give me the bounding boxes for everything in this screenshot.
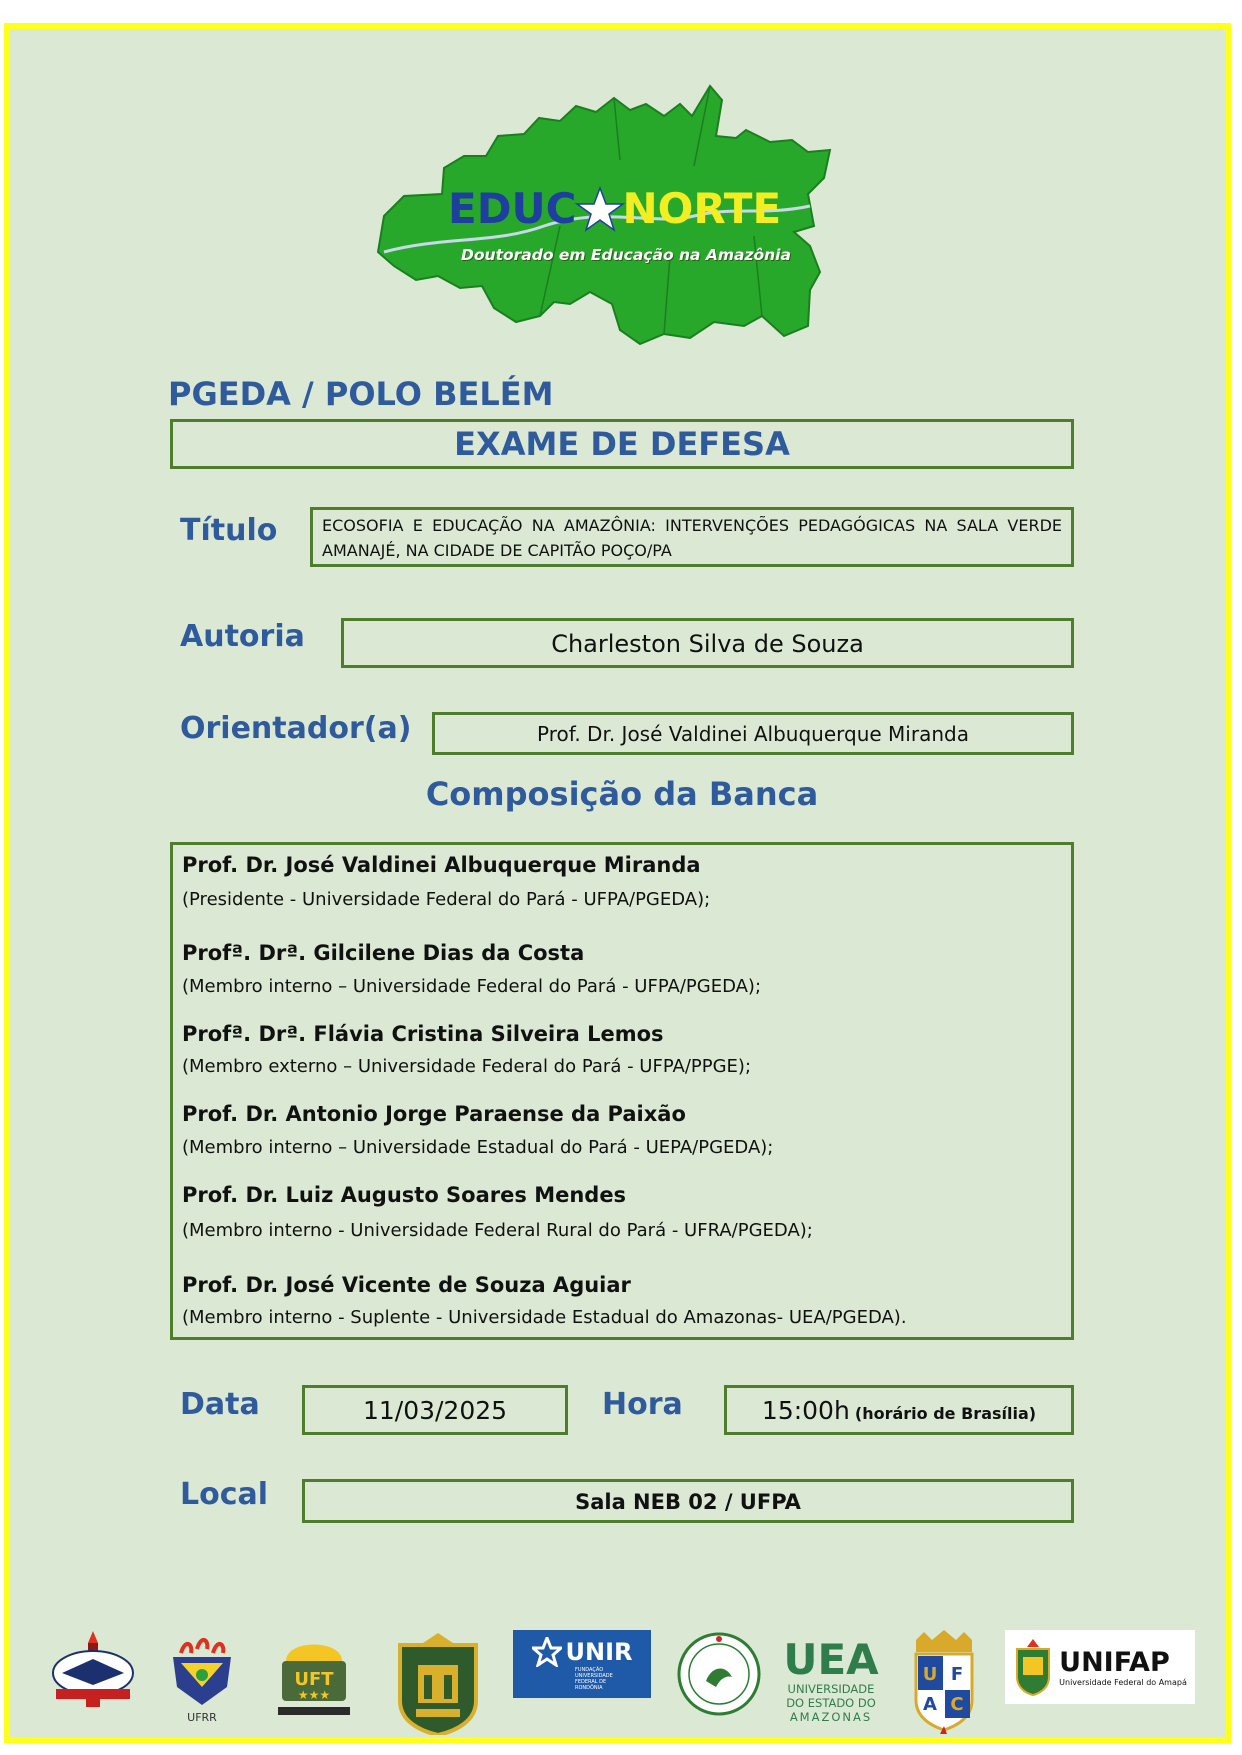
member-name: Prof. Dr. Antonio Jorge Paraense da Paixão bbox=[182, 1102, 686, 1126]
uea-sub-line2: DO ESTADO DO bbox=[786, 1696, 876, 1710]
svg-text:F: F bbox=[950, 1664, 964, 1685]
svg-text:A: A bbox=[923, 1694, 937, 1715]
ufopa-crest-icon bbox=[390, 1631, 486, 1735]
ufopa-logo bbox=[388, 1629, 488, 1737]
member-role: (Membro interno – Universidade Federal do Pará - UFPA/PGEDA); bbox=[182, 976, 762, 997]
data-box bbox=[302, 1385, 568, 1435]
unifap-subtitle: Universidade Federal do Amapá bbox=[1059, 1677, 1187, 1687]
uea-sub-line3: AMAZONAS bbox=[789, 1710, 873, 1724]
uft-logo bbox=[274, 1629, 354, 1729]
member-name: Prof. Dr. José Valdinei Albuquerque Miranda bbox=[182, 853, 701, 877]
hora-label: Hora bbox=[602, 1387, 683, 1422]
uea-logo bbox=[776, 1629, 886, 1733]
ufrr-label: UFRR bbox=[187, 1710, 217, 1724]
hora-value: 15:00h bbox=[761, 1396, 850, 1425]
logo-title bbox=[448, 184, 808, 233]
educ-norte-logo bbox=[364, 76, 880, 358]
unir-logo bbox=[512, 1629, 652, 1699]
titulo-box bbox=[310, 507, 1074, 567]
svg-text:UFT: UFT bbox=[294, 1669, 334, 1690]
member-role: (Membro interno - Suplente - Universidade Estadual do Amazonas- UEA/PGEDA). bbox=[182, 1307, 907, 1328]
uea-sub-line1: UNIVERSIDADE bbox=[787, 1682, 875, 1696]
local-label: Local bbox=[180, 1477, 269, 1512]
autoria-box bbox=[341, 618, 1074, 668]
hora-note: (horário de Brasília) bbox=[854, 1404, 1037, 1423]
uft-emblem-icon bbox=[274, 1631, 354, 1727]
member-name: Prof. Dr. José Vicente de Souza Aguiar bbox=[182, 1273, 631, 1297]
logo-subtitle: Doutorado em Educação na Amazônia bbox=[461, 246, 791, 264]
orientador-box bbox=[432, 712, 1074, 755]
unir-badge bbox=[513, 1630, 651, 1698]
unir-subtitle: FUNDAÇÃO UNIVERSIDADE FEDERAL DE RONDÔNIA bbox=[575, 1667, 613, 1691]
data-label: Data bbox=[180, 1387, 260, 1422]
orientador-label: Orientador(a) bbox=[180, 711, 412, 746]
unir-label: UNIR bbox=[565, 1638, 633, 1666]
ufam-seal-icon bbox=[676, 1631, 762, 1717]
orientador-value: Prof. Dr. José Valdinei Albuquerque Miranda bbox=[537, 722, 969, 746]
unifap-label: UNIFAP bbox=[1059, 1646, 1170, 1678]
banca-box bbox=[170, 842, 1074, 1340]
uea-label: UEA bbox=[783, 1635, 879, 1684]
data-value: 11/03/2025 bbox=[362, 1396, 508, 1425]
unifap-badge bbox=[1005, 1630, 1195, 1704]
member-name: Prof. Dr. Luiz Augusto Soares Mendes bbox=[182, 1183, 627, 1207]
ufrr-logo bbox=[162, 1629, 242, 1729]
svg-text:★★★: ★★★ bbox=[297, 1688, 331, 1702]
member-role: (Membro interno – Universidade Estadual do Pará - UEPA/PGEDA); bbox=[182, 1137, 774, 1158]
poster bbox=[4, 23, 1231, 1743]
local-box bbox=[302, 1479, 1074, 1523]
logo-norte: NORTE bbox=[622, 184, 782, 233]
svg-text:U: U bbox=[922, 1664, 938, 1685]
program-title: PGEDA / POLO BELÉM bbox=[168, 375, 554, 413]
autoria-value: Charleston Silva de Souza bbox=[551, 630, 864, 658]
svg-text:C: C bbox=[950, 1694, 964, 1715]
uea-subtitle bbox=[786, 1682, 876, 1724]
banca-title: Composição da Banca bbox=[425, 775, 819, 813]
member-role: (Membro interno - Universidade Federal Rural do Pará - UFRA/PGEDA); bbox=[182, 1220, 813, 1241]
unifap-logo bbox=[1004, 1629, 1196, 1705]
exam-title: EXAME DE DEFESA bbox=[454, 425, 790, 463]
hora-box bbox=[724, 1385, 1074, 1435]
logo-educ: EDUC bbox=[448, 184, 577, 233]
member-name: Profª. Drª. Flávia Cristina Silveira Lemos bbox=[182, 1022, 664, 1046]
ufac-logo bbox=[904, 1629, 984, 1739]
member-name: Profª. Drª. Gilcilene Dias da Costa bbox=[182, 941, 585, 965]
exam-title-box bbox=[170, 419, 1074, 469]
unifap-crest-icon bbox=[1013, 1637, 1053, 1697]
ufac-shield-icon bbox=[906, 1630, 982, 1738]
hora-line bbox=[727, 1388, 1071, 1437]
ufpa-logo bbox=[48, 1629, 138, 1709]
member-role: (Presidente - Universidade Federal do Pará - UFPA/PGEDA); bbox=[182, 889, 711, 910]
titulo-label: Título bbox=[180, 513, 278, 548]
unir-star-icon bbox=[532, 1637, 562, 1667]
member-role: (Membro externo – Universidade Federal do Pará - UFPA/PPGE); bbox=[182, 1056, 752, 1077]
local-value: Sala NEB 02 / UFPA bbox=[575, 1490, 801, 1514]
ufrr-shield-icon bbox=[167, 1635, 237, 1707]
autoria-label: Autoria bbox=[180, 619, 305, 654]
titulo-value: ECOSOFIA E EDUCAÇÃO NA AMAZÔNIA: INTERVENÇÕES PEDAGÓGICAS NA SALA VERDE AMANAJÉ, NA CIDADE DE CAPITÃO POÇO/PA bbox=[322, 516, 1062, 560]
ufam-logo bbox=[674, 1629, 764, 1719]
ufpa-seal-icon bbox=[48, 1629, 138, 1709]
